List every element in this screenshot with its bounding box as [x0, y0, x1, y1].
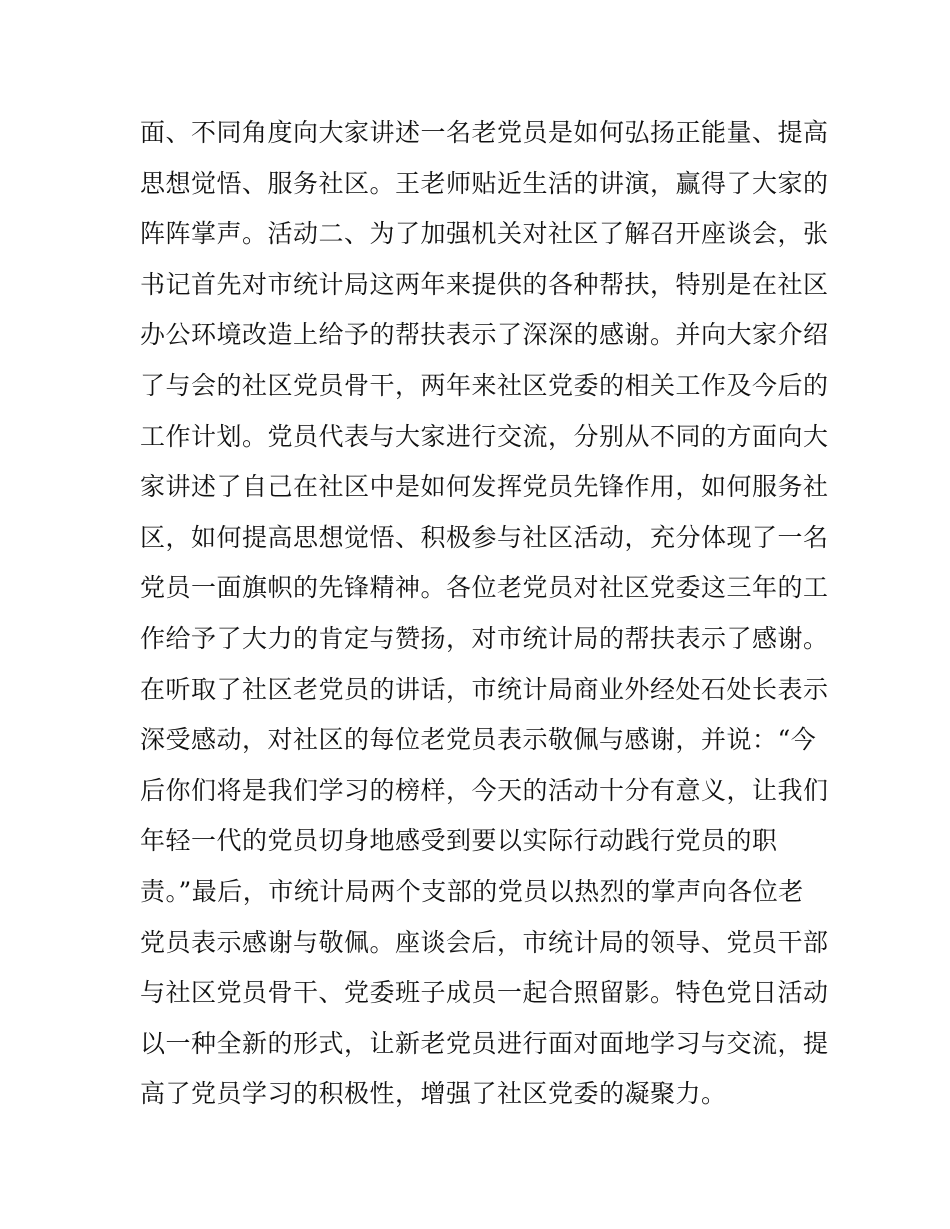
text-line: 区，如何提高思想觉悟、积极参与社区活动，充分体现了一名 [140, 522, 829, 552]
text-line: 思想觉悟、服务社区。王老师贴近生活的讲演，赢得了大家的 [140, 168, 829, 198]
text-line: 了与会的社区党员骨干，两年来社区党委的相关工作及今后的 [140, 370, 829, 400]
text-line: 年轻一代的党员切身地感受到要以实际行动践行党员的职 [140, 826, 778, 856]
text-line: 办公环境改造上给予的帮扶表示了深深的感谢。并向大家介绍 [140, 320, 829, 350]
text-line: 书记首先对市统计局这两年来提供的各种帮扶，特别是在社区 [140, 269, 829, 299]
text-line: 面、不同角度向大家讲述一名老党员是如何弘扬正能量、提高 [140, 118, 829, 147]
text-line: 家讲述了自己在社区中是如何发挥党员先锋作用，如何服务社 [140, 472, 829, 502]
text-line: 作给予了大力的肯定与赞扬，对市统计局的帮扶表示了感谢。 [140, 623, 829, 653]
body-text [140, 108, 829, 1120]
text-line: 后你们将是我们学习的榜样，今天的活动十分有意义，让我们 [140, 775, 829, 805]
text-line: 工作计划。党员代表与大家进行交流，分别从不同的方面向大 [140, 421, 829, 451]
text-line: 深受感动，对社区的每位老党员表示敬佩与感谢，并说：“今 [140, 725, 817, 755]
text-line: 党员表示感谢与敬佩。座谈会后，市统计局的领导、党员干部 [140, 927, 829, 957]
text-line: 与社区党员骨干、党委班子成员一起合照留影。特色党日活动 [140, 978, 829, 1008]
text-line: 阵阵掌声。活动二、为了加强机关对社区了解召开座谈会，张 [140, 219, 829, 249]
text-line: 在听取了社区老党员的讲话，市统计局商业外经处石处长表示 [140, 674, 829, 704]
text-line: 以一种全新的形式，让新老党员进行面对面地学习与交流，提 [140, 1028, 829, 1058]
text-line: 责。”最后，市统计局两个支部的党员以热烈的掌声向各位老 [140, 876, 804, 906]
text-line: 高了党员学习的积极性，增强了社区党委的凝聚力。 [140, 1079, 727, 1109]
text-line: 党员一面旗帜的先锋精神。各位老党员对社区党委这三年的工 [140, 573, 829, 603]
